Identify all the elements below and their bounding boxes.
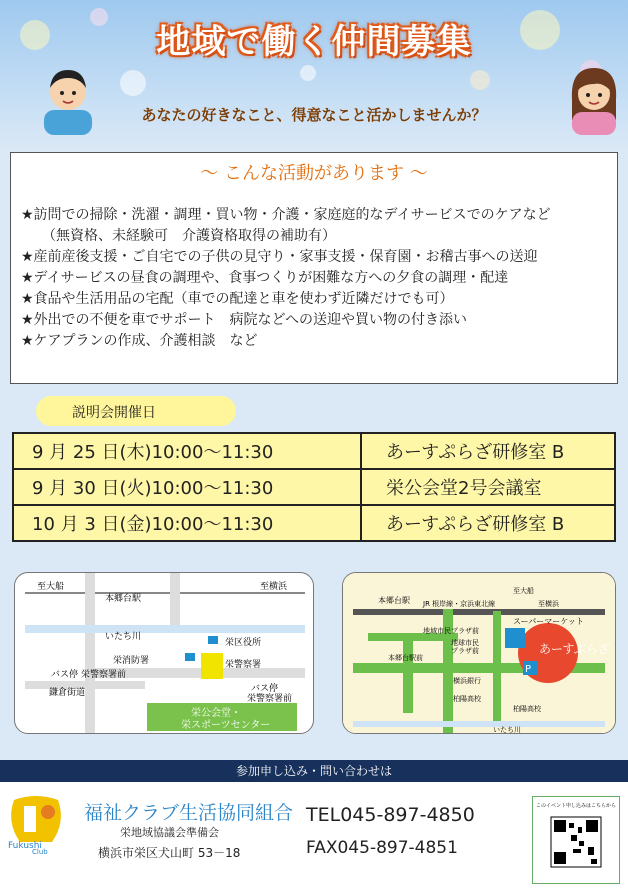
map-label: プラザ前	[451, 647, 479, 655]
activity-item: ★ケアプランの作成、介護相談 など	[21, 333, 258, 349]
map-right-drawing	[343, 573, 615, 733]
table-row	[13, 433, 615, 469]
activities-box	[10, 152, 618, 384]
table-row	[13, 505, 615, 541]
activity-item: ★食品や生活用品の宅配（車での配達と車を使わず近隣だけでも可）	[21, 291, 454, 307]
map-earth-plaza	[342, 572, 616, 734]
map-left-drawing	[15, 573, 313, 733]
session-date: 9 月 25 日(木)10:00～11:30	[13, 433, 361, 469]
map-label: JR 根岸線・京浜東北線	[423, 600, 496, 608]
map-label: いたち川	[105, 632, 142, 642]
map-label: 栄消防署	[113, 656, 150, 666]
map-label: 地域市民プラザ前	[423, 627, 479, 635]
table-row	[13, 469, 615, 505]
map-sakae-public-hall	[14, 572, 314, 734]
phone-number: TEL045-897-4850	[306, 804, 475, 826]
activities-list	[21, 205, 611, 352]
session-place: あーすぷらざ研修室 B	[361, 505, 615, 541]
org-subname: 栄地域協議会準備会	[120, 826, 219, 839]
map-label: 栄公会堂・	[191, 708, 241, 719]
map-label: 本郷台駅	[105, 594, 142, 604]
activity-item: ★訪問での掃除・洗濯・調理・買い物・介護・家庭庭的なデイサービスでのケアなど	[21, 207, 551, 223]
map-label: 栄警察署前	[247, 694, 293, 704]
map-label: 至大船	[513, 587, 534, 595]
session-place: あーすぷらざ研修室 B	[361, 433, 615, 469]
session-date: 10 月 3 日(金)10:00～11:30	[13, 505, 361, 541]
map-label: 本郷台駅前	[388, 654, 423, 662]
session-place: 栄公会堂2号会議室	[361, 469, 615, 505]
fax-number: FAX045-897-4851	[306, 838, 458, 858]
map-label: 至横浜	[538, 600, 559, 608]
qr-note: このイベント申し込みはこちらから	[536, 803, 617, 809]
map-label: 栄スポーツセンター	[181, 720, 271, 731]
sessions-label-pill	[36, 396, 236, 426]
logo-text: Club	[32, 848, 48, 854]
activity-item: （無資格、未経験可 介護資格取得の補助有）	[21, 228, 336, 244]
map-label: 地球市民	[451, 639, 479, 647]
map-label: いたち川	[493, 726, 521, 733]
map-label: スーパーマーケット	[513, 617, 584, 626]
qr-code-graphic	[533, 797, 619, 883]
activity-item: ★デイサービスの昼食の調理や、食事つくりが困難な方への夕食の調理・配達	[21, 270, 509, 286]
org-address: 横浜市栄区犬山町 53－18	[98, 846, 241, 860]
map-label: 栄警察署	[225, 660, 262, 670]
page-subtitle: あなたの好きなこと、得意なこと活かしませんか？	[141, 106, 487, 124]
hero-banner	[0, 0, 628, 150]
map-label: あーすぷらざ	[539, 642, 610, 656]
contact-bar: 参加申し込み・問い合わせは	[0, 760, 628, 782]
activity-item: ★産前産後支援・ご自宅での子供の見守り・家事支援・保育園・お稽古事への送迎	[21, 249, 538, 265]
contact-footer	[0, 782, 628, 893]
map-label: P	[525, 664, 532, 675]
page-title: 地域で働く仲間募集	[156, 22, 472, 62]
map-label: 至横浜	[260, 582, 288, 592]
map-label: 鎌倉街道	[49, 688, 86, 698]
logo-text: Fukushi	[8, 841, 42, 851]
map-label: 柏陽高校	[453, 695, 481, 703]
session-date: 9 月 30 日(火)10:00～11:30	[13, 469, 361, 505]
activity-item: ★外出での不便を車でサポート 病院などへの送迎や買い物の付き添い	[21, 312, 467, 328]
map-label: 柏陽高校	[513, 705, 541, 713]
map-label: 本郷台駅	[378, 596, 410, 605]
map-label: 至大船	[37, 582, 65, 592]
map-label: バス停	[251, 684, 279, 694]
fukushi-club-logo	[6, 792, 66, 854]
qr-code[interactable]	[532, 796, 620, 884]
map-label: 栄区役所	[225, 638, 262, 648]
map-label: 横浜銀行	[453, 677, 481, 685]
map-label: バス停	[51, 670, 79, 680]
map-label: 栄警察署前	[81, 670, 127, 680]
sessions-label: 説明会開催日	[72, 405, 156, 421]
activities-heading: ～ こんな活動があります ～	[200, 163, 428, 184]
session-schedule-table	[12, 432, 616, 542]
org-name: 福祉クラブ生活協同組合	[84, 802, 294, 824]
